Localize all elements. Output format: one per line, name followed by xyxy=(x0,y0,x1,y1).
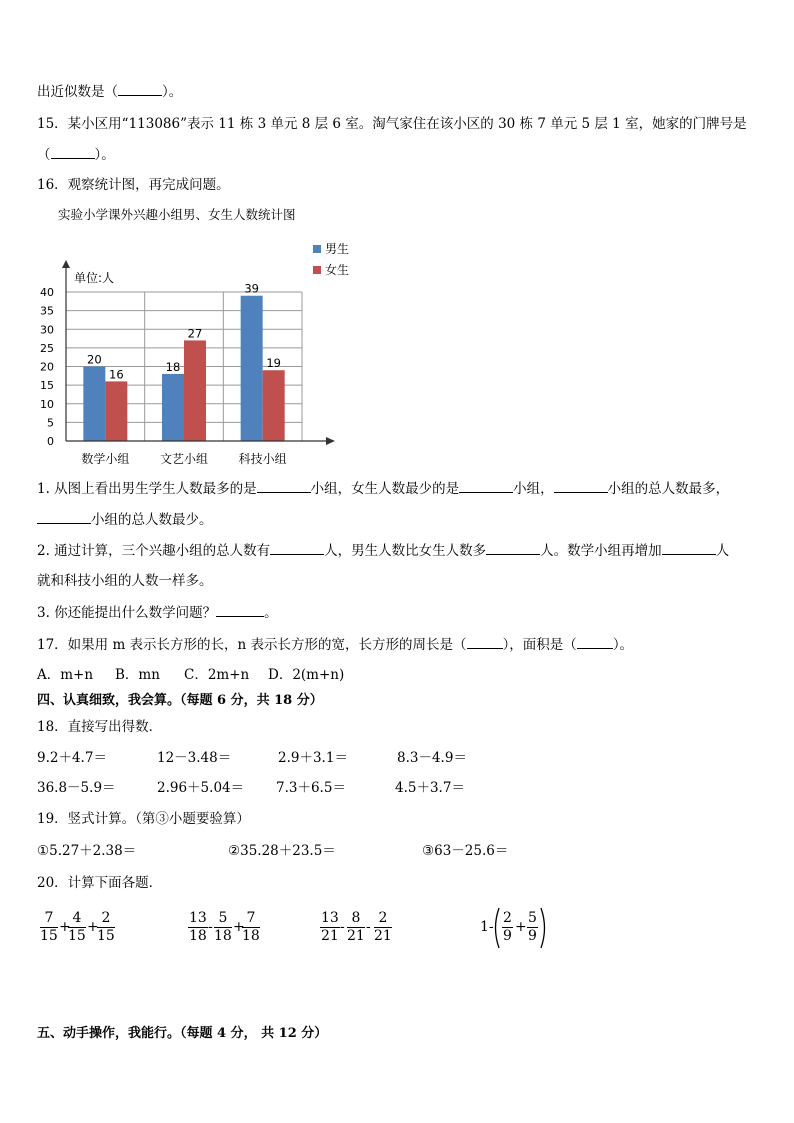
calc-item: 8.3－4.9＝ xyxy=(397,750,467,766)
operator: 1- xyxy=(480,919,494,935)
answer-blank[interactable] xyxy=(662,541,716,555)
calc-item: 7.3＋6.5＝ xyxy=(276,780,346,796)
operator: - xyxy=(208,919,213,935)
fraction: $\frac{2}{15}$ xyxy=(97,910,115,944)
fraction: $\frac{2}{9}$ xyxy=(503,910,512,944)
question-16-intro: 16．观察统计图，再完成问题。 xyxy=(37,177,230,193)
fraction: $\frac{7}{18}$ xyxy=(242,910,260,944)
y-tick-label: 30 xyxy=(40,323,54,337)
question-16-sub3: 3. 你还能提出什么数学问题？ 。 xyxy=(37,605,278,621)
question-16-sub2: 2. 通过计算，三个兴趣小组的总人数有 人，男生人数比女生人数多 人。数学小组再增加 人 xyxy=(37,543,730,559)
calc-item: 4.5＋3.7＝ xyxy=(395,780,465,796)
fraction: $\frac{13}{21}$ xyxy=(321,910,339,944)
legend-swatch xyxy=(313,245,321,253)
right-paren xyxy=(539,906,549,950)
data-label: 19 xyxy=(266,356,281,371)
q14-tail: 出近似数是（ ）。 xyxy=(37,84,183,100)
question-17: 17．如果用 m 表示长方形的长，n 表示长方形的宽，长方形的周长是（ ），面积是（ ）。 xyxy=(37,637,634,653)
x-category-label: 数学小组 xyxy=(81,452,130,466)
y-tick-label: 15 xyxy=(40,379,54,393)
data-label: 39 xyxy=(244,281,259,296)
data-label: 16 xyxy=(109,367,124,382)
calc-item: 2.96＋5.04＝ xyxy=(157,780,245,796)
option-b[interactable]: B．mn xyxy=(115,667,160,683)
bar-female xyxy=(105,381,127,441)
left-paren xyxy=(491,906,501,950)
answer-blank[interactable] xyxy=(554,479,608,493)
answer-blank[interactable] xyxy=(257,479,311,493)
y-tick-label: 20 xyxy=(40,360,54,374)
answer-blank[interactable] xyxy=(459,479,513,493)
question-20-intro: 20．计算下面各题． xyxy=(37,875,163,891)
question-15: 15．某小区用“113086”表示 11 栋 3 单元 8 层 6 室。淘气家住在该小区的 30 栋 7 单元 5 层 1 室，她家的门牌号是 xyxy=(37,116,747,132)
y-tick-label: 35 xyxy=(40,304,54,318)
question-19-intro: 19．竖式计算。（第③小题要验算） xyxy=(37,811,250,827)
question-15-answer: （ ）。 xyxy=(37,147,115,163)
fraction: $\frac{2}{21}$ xyxy=(374,910,392,944)
fraction: $\frac{5}{9}$ xyxy=(528,910,537,944)
bar-female xyxy=(184,340,206,441)
answer-blank[interactable] xyxy=(270,541,324,555)
option-a[interactable]: A．m+n xyxy=(37,667,94,683)
bar-chart xyxy=(30,200,370,472)
x-axis-arrow xyxy=(326,437,335,445)
answer-blank[interactable] xyxy=(216,603,264,617)
option-d[interactable]: D．2(m+n) xyxy=(268,667,345,683)
vertical-calc-item: ①5.27＋2.38＝ xyxy=(37,843,137,859)
bar-male xyxy=(83,367,105,442)
calc-item: 9.2＋4.7＝ xyxy=(37,750,107,766)
section-5-title: 五、动手操作，我能行。（每题 4 分， 共 12 分） xyxy=(37,1026,328,1041)
question-18-intro: 18．直接写出得数． xyxy=(37,719,163,735)
y-tick-label: 40 xyxy=(40,286,54,299)
operator: + xyxy=(515,919,527,935)
question-16-sub1-cont: 小组的总人数最少。 xyxy=(37,510,213,529)
calc-item: 36.8－5.9＝ xyxy=(37,780,116,796)
y-tick-label: 25 xyxy=(40,341,54,355)
fraction: $\frac{7}{15}$ xyxy=(40,910,58,944)
y-tick-label: 10 xyxy=(40,397,54,411)
data-label: 20 xyxy=(87,352,102,367)
answer-blank[interactable] xyxy=(37,510,91,524)
legend-label: 女生 xyxy=(325,263,350,277)
bar-male xyxy=(162,374,184,441)
calc-item: 2.9＋3.1＝ xyxy=(278,750,348,766)
question-16-sub2-cont: 就和科技小组的人数一样多。 xyxy=(37,573,213,589)
vertical-calc-item: ②35.28＋23.5＝ xyxy=(228,843,336,859)
vertical-calc-item: ③63－25.6＝ xyxy=(422,843,509,859)
legend-swatch xyxy=(313,266,321,274)
data-label: 27 xyxy=(187,326,203,341)
fraction: $\frac{5}{18}$ xyxy=(214,910,232,944)
x-category-label: 科技小组 xyxy=(238,452,287,466)
fraction: $\frac{8}{21}$ xyxy=(347,910,365,944)
y-axis-arrow xyxy=(62,260,70,268)
answer-blank[interactable] xyxy=(577,635,613,649)
question-16-sub1: 1. 从图上看出男生学生人数最多的是 小组，女生人数最少的是 小组， 小组的总人数最多， xyxy=(37,481,730,497)
data-label: 18 xyxy=(165,359,181,374)
chart-unit-label: 单位:人 xyxy=(74,271,115,285)
fraction: $\frac{4}{15}$ xyxy=(68,910,86,944)
chart-title: 实验小学课外兴趣小组男、女生人数统计图 xyxy=(58,207,296,222)
answer-blank[interactable] xyxy=(118,82,162,96)
answer-blank[interactable] xyxy=(486,541,540,555)
bar-female xyxy=(263,370,285,441)
operator: + xyxy=(59,919,71,935)
bar-male xyxy=(241,296,263,441)
y-tick-label: 5 xyxy=(47,416,54,430)
fraction: $\frac{13}{18}$ xyxy=(189,910,207,944)
operator: - xyxy=(366,919,371,935)
calc-item: 12－3.48＝ xyxy=(157,750,232,766)
y-tick-label: 0 xyxy=(47,435,54,448)
operator: + xyxy=(233,919,245,935)
operator: - xyxy=(340,919,345,935)
legend-label: 男生 xyxy=(325,242,350,256)
option-c[interactable]: C．2m+n xyxy=(184,667,250,683)
operator: + xyxy=(87,919,99,935)
answer-blank[interactable] xyxy=(467,635,503,649)
section-4-title: 四、认真细致，我会算。（每题 6 分，共 18 分） xyxy=(37,693,323,708)
answer-blank[interactable] xyxy=(51,145,95,159)
x-category-label: 文艺小组 xyxy=(159,452,209,466)
